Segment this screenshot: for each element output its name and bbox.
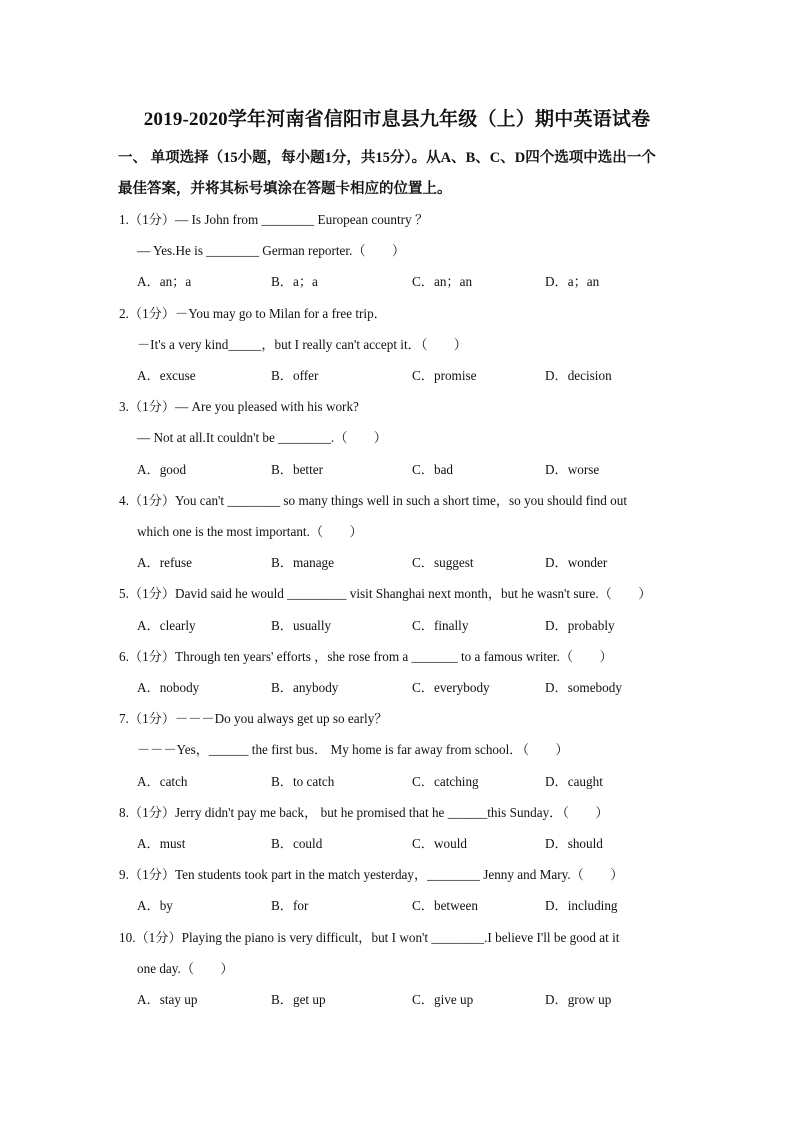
question-stem: 10.（1分）Playing the piano is very difficult，but I won't ________.I believe I'll be good at it — [119, 929, 620, 945]
question-stem: 7.（1分）－－－Do you always get up so early？ — [119, 711, 388, 727]
question-stem: 8.（1分）Jerry didn't pay me back， but he promised that he ______this Sunday．（ ） — [119, 804, 609, 820]
answer-option: B．manage — [271, 555, 334, 571]
answer-option: B．a；a — [271, 274, 318, 290]
question-stem: 3.（1分）— Are you pleased with his work? — [119, 399, 359, 415]
answer-option: B．better — [271, 461, 324, 477]
answer-option: B．could — [271, 836, 323, 851]
answer-option: C．an；an — [412, 274, 473, 290]
question-stem: 9.（1分）Ten students took part in the match yesterday，________ Jenny and Mary.（ ） — [119, 867, 624, 883]
answer-option: C．between — [412, 898, 478, 914]
question-stem: 1.（1分）— Is John from ________ European country ？ — [119, 212, 429, 227]
section-heading: 一、 单项选择（15小题，每小题1分，共15分）。从A、B、C、D四个选项中选出一个 — [118, 150, 656, 166]
question-stem: 4.（1分）You can't ________ so many things well in such a short time，so you should find out — [119, 492, 628, 508]
answer-option: C．finally — [412, 617, 469, 633]
answer-option: A．nobody — [137, 680, 200, 695]
question-stem-cont: －It's a very kind_____，but I really can't accept it．（ ） — [137, 336, 467, 352]
answer-option: A．by — [137, 898, 173, 914]
answer-option: A．an；a — [137, 274, 192, 290]
answer-option: C．suggest — [412, 555, 474, 571]
answer-option: C．give up — [412, 992, 474, 1007]
answer-option: A．clearly — [137, 617, 196, 633]
answer-option: D．should — [545, 836, 603, 851]
answer-option: B．anybody — [271, 680, 339, 695]
answer-option: D．worse — [545, 461, 600, 477]
answer-option: C．promise — [412, 368, 477, 383]
question-stem: 6.（1分）Through ten years' efforts ，she rose from a _______ to a famous writer.（ ） — [119, 648, 613, 664]
question-stem-cont: which one is the most important.（ ） — [137, 524, 363, 539]
question-stem: 2.（1分）－You may go to Milan for a free trip． — [119, 305, 387, 321]
answer-option: C．bad — [412, 461, 454, 477]
answer-option: B．to catch — [271, 773, 335, 789]
answer-option: B．for — [271, 898, 309, 914]
answer-option: A．excuse — [137, 368, 196, 383]
answer-option: D．a；an — [545, 274, 600, 290]
answer-option: A．stay up — [137, 992, 198, 1007]
question-stem-cont: — Not at all.It couldn't be ________.（ ） — [137, 430, 387, 446]
question-stem: 5.（1分）David said he would _________ visit Shanghai next month，but he wasn't sure.（ ） — [119, 586, 652, 602]
answer-option: D．somebody — [545, 680, 622, 695]
answer-option: A．good — [137, 461, 187, 477]
answer-option: A．must — [137, 836, 186, 851]
answer-option: B．get up — [271, 992, 326, 1007]
answer-option: D．including — [545, 898, 618, 914]
section-heading-cont: 最佳答案，并将其标号填涂在答题卡相应的位置上。 — [118, 181, 452, 197]
answer-option: A．refuse — [137, 555, 192, 571]
answer-option: C．everybody — [412, 680, 490, 695]
question-stem-cont: －－－Yes，______ the first bus． My home is far away from school．（ ） — [137, 742, 569, 758]
answer-option: D．wonder — [545, 555, 608, 571]
answer-option: D．caught — [545, 773, 603, 789]
answer-option: D．grow up — [545, 992, 612, 1007]
answer-option: C．would — [412, 836, 467, 851]
question-stem-cont: — Yes.He is ________ German reporter.（ ） — [137, 243, 406, 259]
page-title: 2019-2020学年河南省信阳市息县九年级（上）期中英语试卷 — [143, 109, 651, 130]
answer-option: D．probably — [545, 617, 615, 633]
answer-option: B．offer — [271, 368, 319, 383]
question-stem-cont: one day.（ ） — [137, 960, 234, 976]
answer-option: D．decision — [545, 368, 612, 383]
answer-option: B．usually — [271, 617, 332, 633]
answer-option: C．catching — [412, 773, 479, 789]
answer-option: A．catch — [137, 773, 188, 789]
